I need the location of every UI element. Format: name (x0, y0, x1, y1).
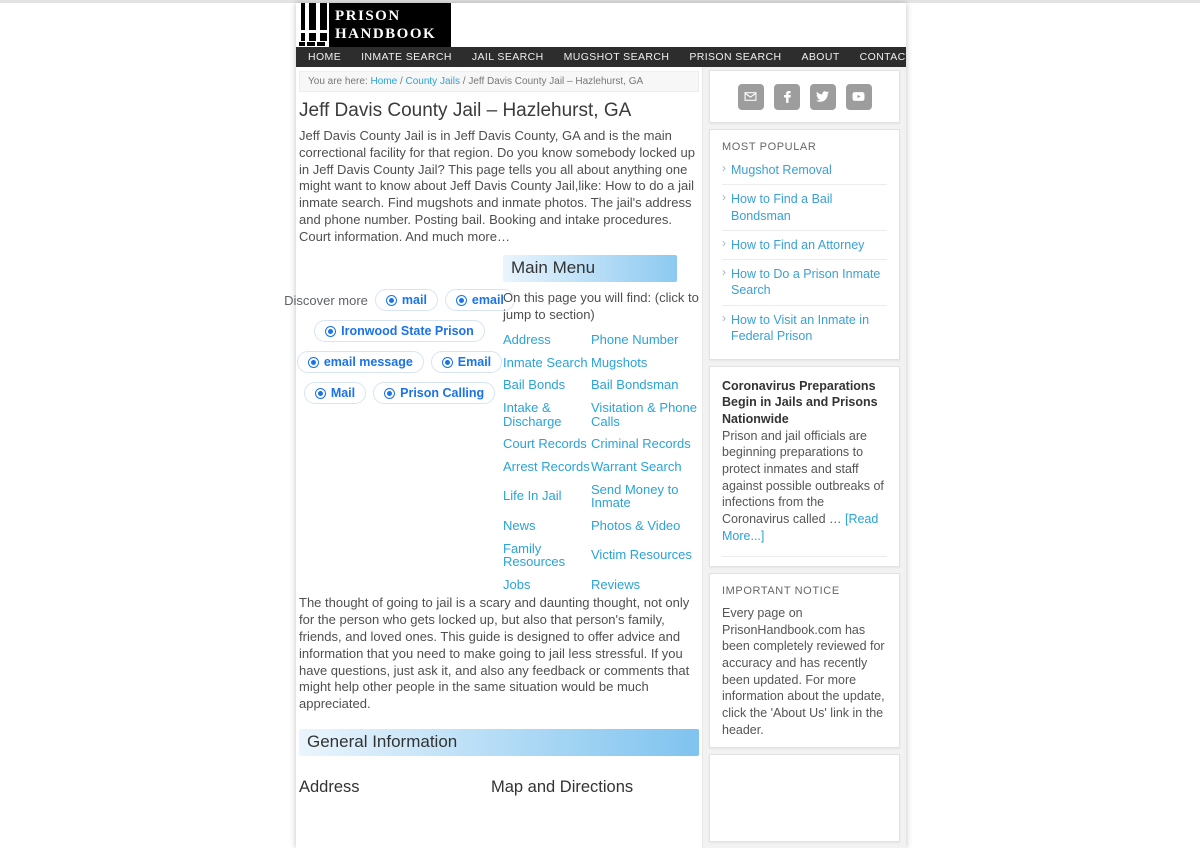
discover-more-label: Discover more (284, 292, 368, 308)
menu-link-intake-discharge[interactable]: Intake & Discharge (503, 400, 562, 429)
discover-icon (456, 295, 467, 306)
intro-paragraph: Jeff Davis County Jail is in Jeff Davis County, GA and is the main correctional facility for that region. Do you know somebody locked up in Jeff Davis County Jail? This page tells you all about anything one might want to know about Jeff Davis County Jail,like: How to do a jail inmate search. Find mugshots and inmate photos. The jail's address and phone number. Posting bail. Booking and intake procedures. Court information. And much more… (299, 128, 695, 244)
list-item (722, 260, 887, 306)
article-excerpt (722, 428, 887, 544)
important-notice-text: Every page on PrisonHandbook.com has been completely reviewed for accuracy and has recently been updated. For more information about the update, click the 'About Us' link in the header. (722, 606, 885, 737)
most-popular-box (709, 129, 900, 360)
ad-pill-mail[interactable] (375, 289, 438, 311)
discover-icon (325, 326, 336, 337)
menu-link-jobs[interactable]: Jobs (503, 576, 531, 592)
nav-inmate-search[interactable]: INMATE SEARCH (361, 51, 452, 63)
ad-row-3 (299, 351, 500, 373)
ad-pill-label: Prison Calling (400, 386, 485, 401)
menu-link-warrant-search[interactable]: Warrant Search (591, 458, 682, 474)
discover-icon (308, 357, 319, 368)
breadcrumb-current: Jeff Davis County Jail – Hazlehurst, GA (468, 76, 644, 87)
menu-link-news[interactable]: News (503, 517, 536, 533)
news-article-box (709, 366, 900, 567)
ad-pill-label: email message (323, 355, 413, 370)
ad-pill-label: Ironwood State Prison (341, 324, 474, 339)
breadcrumb-home-link[interactable]: Home (370, 76, 398, 87)
list-item (722, 185, 887, 231)
menu-link-address[interactable]: Address (503, 332, 551, 348)
ad-pill-email-message[interactable] (297, 351, 424, 373)
address-map-row (299, 778, 699, 797)
article-excerpt-text: Prison and jail officials are beginning preparations to protect inmates and staff against possible outbreaks of infections from the Coronavirus called … (722, 428, 884, 526)
ad-pill-label: mail (401, 293, 427, 308)
popular-link-visit-federal-inmate[interactable]: › How to Visit an Inmate in Federal Prison (722, 312, 887, 345)
ad-pill-ironwood[interactable] (314, 320, 485, 342)
breadcrumb-prefix: You are here: (308, 76, 368, 87)
discover-icon (386, 295, 397, 306)
menu-link-bail-bonds[interactable]: Bail Bonds (503, 377, 566, 393)
site-logo[interactable] (299, 3, 451, 47)
logo-line1: PRISON (335, 8, 401, 24)
youtube-icon[interactable] (846, 84, 872, 110)
breadcrumb-sep: / (462, 76, 466, 87)
empty-sidebar-box (709, 754, 900, 842)
social-box (709, 70, 900, 123)
main-menu-section (500, 255, 707, 591)
breadcrumb-sep: / (399, 76, 403, 87)
popular-link-mugshot-removal[interactable]: › Mugshot Removal (722, 162, 887, 178)
menu-link-photos-video[interactable]: Photos & Video (591, 517, 681, 533)
twitter-icon[interactable] (810, 84, 836, 110)
ad-row-4 (299, 382, 500, 404)
menu-link-mugshots[interactable]: Mugshots (591, 354, 648, 370)
outro-paragraph: The thought of going to jail is a scary and daunting thought, not only for the person who gets locked up, but also that person's family, friends, and loved ones. This guide is designed to offer advice and information that you need to make going to jail less stressful. If you have questions, just ask it, and also any feedback or comments that might help other people in the same situation would be much appreciated. (299, 595, 690, 712)
sidebar (703, 67, 905, 848)
facebook-icon[interactable] (774, 84, 800, 110)
main-content (284, 67, 703, 848)
ad-area (284, 255, 504, 591)
menu-link-inmate-search[interactable]: Inmate Search (503, 354, 588, 370)
main-menu-links (503, 333, 707, 591)
ad-pill-email2[interactable] (431, 351, 502, 373)
menu-link-visitation-phone-calls[interactable]: Visitation & Phone Calls (591, 400, 697, 429)
important-notice-box (709, 573, 900, 748)
list-item (722, 306, 887, 351)
most-popular-title: MOST POPULAR (722, 141, 817, 153)
discover-icon (384, 388, 395, 399)
ad-pill-label: email (471, 293, 504, 308)
nav-prison-search[interactable]: PRISON SEARCH (689, 51, 782, 63)
breadcrumb-county-jails-link[interactable]: County Jails (405, 76, 460, 87)
email-icon[interactable] (738, 84, 764, 110)
divider (722, 556, 887, 557)
menu-link-bail-bondsman[interactable]: Bail Bondsman (591, 377, 679, 393)
menu-link-criminal-records[interactable]: Criminal Records (591, 436, 691, 452)
page-title: Jeff Davis County Jail – Hazlehurst, GA (299, 100, 632, 121)
nav-jail-search[interactable]: JAIL SEARCH (471, 51, 544, 63)
nav-about[interactable]: ABOUT (801, 51, 840, 63)
popular-link-attorney[interactable]: › How to Find an Attorney (722, 237, 887, 253)
discover-icon (442, 357, 453, 368)
most-popular-list (722, 156, 887, 350)
site-container (284, 3, 913, 848)
general-information-header: General Information (299, 729, 699, 756)
main-menu-header: Main Menu (503, 255, 677, 282)
list-item (722, 156, 887, 185)
read-more-link[interactable]: [Read More...] (722, 511, 879, 543)
ad-row-1 (284, 289, 504, 311)
menu-link-arrest-records[interactable]: Arrest Records (503, 458, 590, 474)
main-nav (296, 47, 913, 67)
menu-link-victim-resources[interactable]: Victim Resources (591, 547, 692, 563)
middle-two-column (284, 255, 699, 592)
nav-mugshot-search[interactable]: MUGSHOT SEARCH (563, 51, 670, 63)
popular-link-bail-bondsman[interactable]: › How to Find a Bail Bondsman (722, 191, 887, 224)
menu-link-family-resources[interactable]: Family Resources (503, 540, 566, 570)
address-heading: Address (299, 777, 360, 796)
logo-text (329, 3, 451, 47)
body-row (284, 67, 906, 848)
menu-link-court-records[interactable]: Court Records (503, 436, 587, 452)
jail-bars-icon (299, 3, 329, 47)
ad-row-2 (299, 320, 500, 342)
ad-pill-label: Mail (330, 386, 356, 401)
ad-pill-label: Email (457, 355, 492, 370)
list-item (722, 231, 887, 260)
menu-link-reviews[interactable]: Reviews (591, 576, 641, 592)
breadcrumb (299, 71, 699, 92)
menu-link-phone-number[interactable]: Phone Number (591, 332, 679, 348)
nav-home[interactable]: HOME (308, 51, 342, 63)
nav-contact[interactable]: CONTACT (859, 51, 913, 63)
logo-line2: HANDBOOK (335, 26, 437, 42)
popular-link-prison-inmate-search[interactable]: › How to Do a Prison Inmate Search (722, 266, 887, 299)
main-menu-note: On this page you will find: (click to jump to section) (503, 290, 699, 323)
map-directions-heading: Map and Directions (491, 777, 634, 796)
menu-link-send-money[interactable]: Send Money to Inmate (591, 481, 679, 511)
discover-icon (315, 388, 326, 399)
menu-link-life-in-jail[interactable]: Life In Jail (503, 488, 562, 504)
ad-pill-mail2[interactable] (304, 382, 366, 404)
article-title[interactable]: Coronavirus Preparations Begin in Jails and Prisons Nationwide (722, 379, 878, 426)
site-header (296, 3, 906, 47)
ad-pill-prison-calling[interactable] (373, 382, 495, 404)
important-notice-title: IMPORTANT NOTICE (722, 585, 840, 598)
